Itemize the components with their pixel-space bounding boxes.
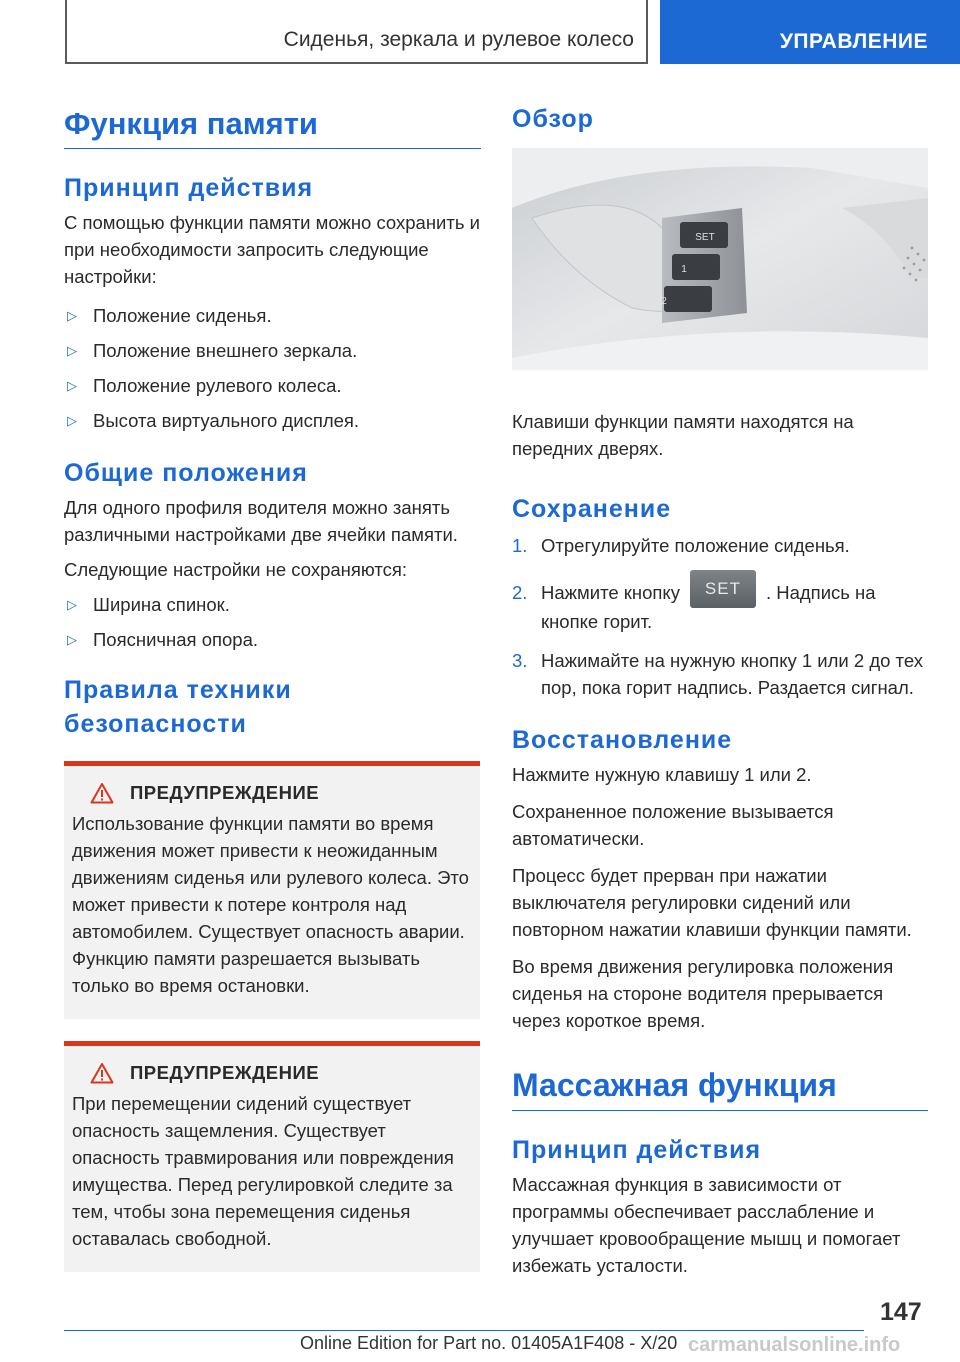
- list-item: 1. Отрегулируйте положение сиденья.: [512, 535, 850, 556]
- photo-2-label: 2: [661, 296, 667, 307]
- warning-box: [64, 1041, 480, 1272]
- triangle-bullet-icon: ▷: [67, 308, 77, 323]
- triangle-bullet-icon: ▷: [67, 413, 77, 428]
- warning-text: Использование функции памяти во время движения может привести к неожиданным движениям сиденья или рулевого колеса. Это может привести к потере контроля над автомобилем. Существует опасность аварии. Функцию памяти разрешается вызывать только во время остановки.: [72, 813, 469, 996]
- save-steps: [512, 532, 928, 701]
- list-item: ▷ Положение внешнего зеркала.: [64, 337, 481, 364]
- massage-principle-heading: Принцип действия: [512, 1136, 762, 1165]
- warning-text: При перемещении сидений существует опасность защемления. Существует опасность травмирования или повреждения имущества. Перед регулировкой следите за тем, чтобы зона перемещения сиденья оставалась свободной.: [72, 1093, 454, 1249]
- warning-title: ПРЕДУПРЕЖДЕНИЕ: [90, 782, 472, 804]
- principle-list: [64, 302, 481, 434]
- triangle-bullet-icon: ▷: [67, 343, 77, 358]
- footer-rule: [64, 1330, 864, 1331]
- chapter-header: [65, 0, 648, 64]
- overview-heading: Обзор: [512, 105, 594, 133]
- triangle-bullet-icon: ▷: [67, 632, 77, 647]
- not-saved-list: [64, 591, 481, 653]
- general-text: Для одного профиля водителя можно занять различными настройками две ячейки памяти.: [64, 497, 458, 545]
- title-rule: [64, 148, 481, 149]
- list-item: 2. Нажмите кнопку SET . Надпись на кнопке горит.: [512, 579, 928, 635]
- chapter-title: Сиденья, зеркала и рулевое колесо: [283, 28, 634, 51]
- list-item: ▷ Высота виртуального дисплея.: [64, 407, 481, 434]
- photo-set-label: SET: [695, 232, 715, 243]
- warning-box: [64, 761, 480, 1019]
- not-saved-text: Следующие настройки не сохраняются:: [64, 559, 408, 580]
- general-heading: Общие положения: [64, 459, 308, 487]
- principle-heading: Принцип действия: [64, 174, 314, 202]
- photo-1-label: 1: [681, 264, 687, 275]
- warning-triangle-icon: [90, 782, 114, 804]
- restore-heading: Восстановление: [512, 726, 733, 755]
- page-number: 147: [880, 1298, 922, 1326]
- restore-text: Процесс будет прерван при нажатии выключателя регулировки сидений или повторном нажатии клавиши функции памяти.: [512, 865, 912, 941]
- warning-triangle-icon: [90, 1062, 114, 1084]
- restore-text: Сохраненное положение вызывается автоматически.: [512, 801, 834, 850]
- right-column: [512, 100, 928, 1279]
- list-item: ▷ Положение рулевого колеса.: [64, 372, 481, 399]
- principle-text: С помощью функции памяти можно сохранить и при необходимости запросить следующие настройки:: [64, 212, 480, 287]
- list-item: ▷ Ширина спинок.: [64, 591, 481, 618]
- warning-title: ПРЕДУПРЕЖДЕНИЕ: [90, 1062, 472, 1084]
- left-column: [64, 100, 481, 1272]
- watermark: carmanualsonline.info: [688, 1334, 901, 1356]
- edition-text: Online Edition for Part no. 01405A1F408 - X/20: [300, 1333, 678, 1353]
- massage-text: Массажная функция в зависимости от программы обеспечивает расслабление и улучшает кровообращение мышц и помогает избежать усталости.: [512, 1174, 901, 1277]
- title-rule: [512, 1110, 928, 1111]
- list-item: ▷ Положение сиденья.: [64, 302, 481, 329]
- safety-heading: Правила техники безопасности: [64, 676, 292, 738]
- list-item: ▷ Поясничная опора.: [64, 626, 481, 653]
- photo-caption: Клавиши функции памяти находятся на передних дверях.: [512, 411, 854, 459]
- section-tab[interactable]: УПРАВЛЕНИЕ: [660, 0, 960, 64]
- triangle-bullet-icon: ▷: [67, 378, 77, 393]
- restore-text: Нажмите нужную клавишу 1 или 2.: [512, 764, 812, 786]
- restore-text: Во время движения регулировка положения сиденья на стороне водителя прерывается через короткое время.: [512, 956, 894, 1032]
- save-heading: Сохранение: [512, 495, 672, 523]
- triangle-bullet-icon: ▷: [67, 597, 77, 612]
- memory-function-title: Функция памяти: [64, 106, 318, 141]
- list-item: 3. Нажимайте на нужную кнопку 1 или 2 до тех пор, пока горит надпись. Раздается сигнал.: [512, 650, 923, 699]
- massage-function-title: Массажная функция: [512, 1067, 837, 1104]
- set-button-icon: SET: [690, 570, 756, 608]
